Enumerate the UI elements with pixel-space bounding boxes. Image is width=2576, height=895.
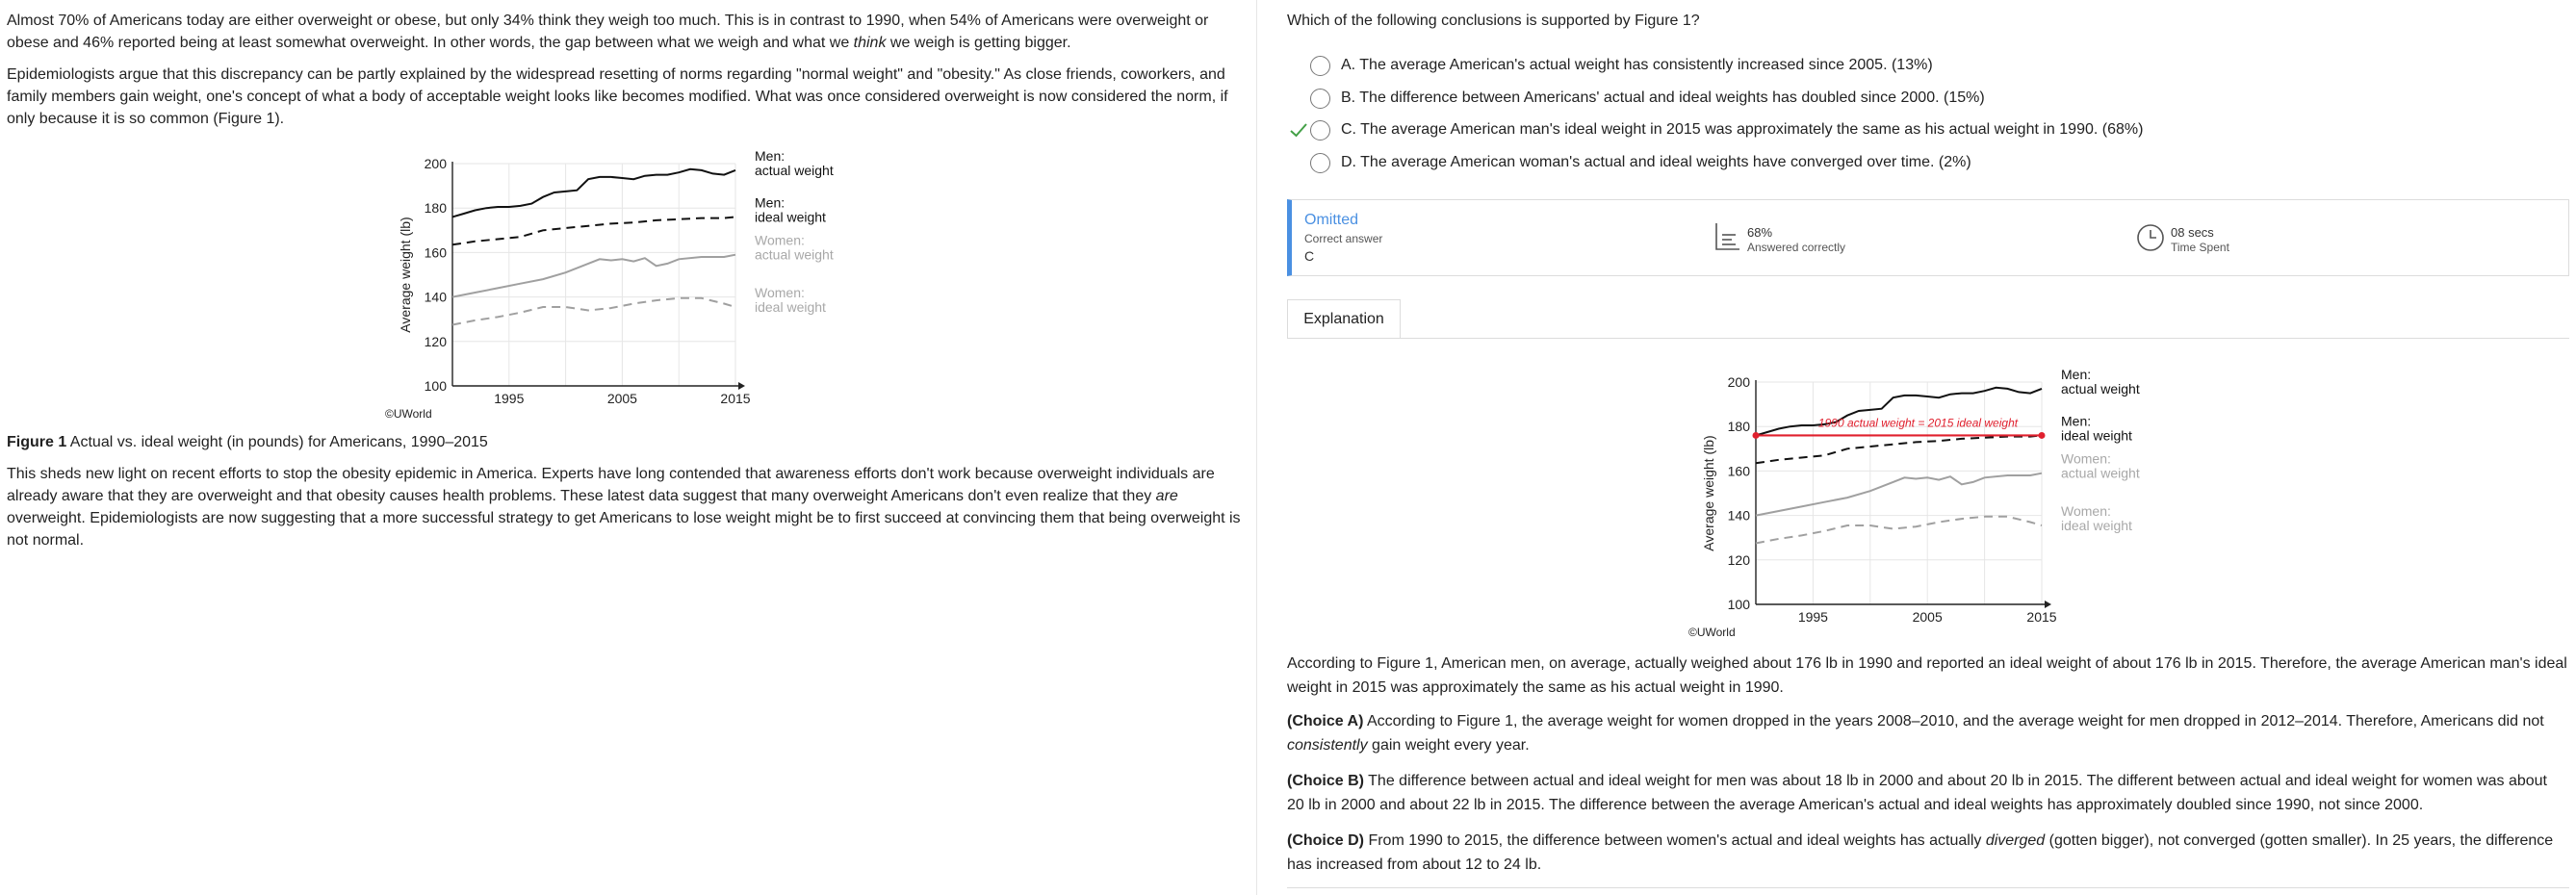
legend-label-3: actual weight (755, 246, 834, 263)
y-tick-label: 180 (424, 200, 447, 217)
figure-caption-text: Actual vs. ideal weight (in pounds) for Americans, 1990–2015 (66, 434, 488, 450)
annotation-point-end (2039, 432, 2046, 439)
y-tick-label: 120 (424, 333, 447, 349)
figure-1-chart (0, 0, 1257, 428)
y-tick-label: 200 (424, 156, 447, 171)
chart-credit: ©UWorld (1688, 626, 1736, 639)
y-tick-label: 140 (1727, 507, 1750, 524)
legend-label-4: ideal weight (755, 298, 826, 315)
time-spent: 08 secs (2171, 225, 2214, 240)
tab-explanation[interactable]: Explanation (1287, 299, 1401, 339)
legend-label-2: Men: (755, 194, 786, 211)
choice-b-text: B. The difference between Americans' actual and ideal weights has doubled since 2000. (15%) (1341, 90, 1985, 106)
y-tick-label: 120 (1727, 551, 1750, 568)
choice-c[interactable] (1310, 117, 2143, 142)
legend-label-3: Women: (755, 232, 805, 248)
explanation-paragraph-1: According to Figure 1, American men, on average, actually weighed about 176 lb in 1990 and reported an ideal weight of about 176 lb in 2015. Therefore, the average American man's ideal weight in 2015 was approximately the same as his actual weight in 1990. (1287, 655, 2567, 696)
y-axis-label: Average weight (lb) (398, 217, 413, 333)
time-spent-label: Time Spent (2171, 241, 2229, 254)
y-tick-label: 100 (424, 378, 447, 394)
series-line-3 (452, 255, 735, 297)
passage-paragraph-2: Epidemiologists argue that this discrepancy can be partly explained by the widespread resetting of norms regarding "normal weight" and "obesity." As close friends, coworkers, and family members gain weight, one's concept of what a body of acceptable weight looks like becomes modified. What was once considered overweight is now considered the norm, if only because it is so common (Figure 1). (7, 66, 1228, 127)
choice-b-radio[interactable] (1310, 89, 1330, 109)
legend-label-1: Men: (755, 147, 786, 164)
legend-label-2: ideal weight (755, 209, 826, 225)
series-line-4 (452, 298, 735, 325)
passage-pane (0, 0, 1257, 895)
correct-answer-letter: C (1304, 248, 1315, 264)
annotation-label: 1990 actual weight = 2015 ideal weight (1817, 416, 2019, 430)
percent-correct-label: Answered correctly (1747, 241, 1846, 254)
figure-label: Figure 1 (7, 434, 67, 450)
x-tick-label: 1995 (1797, 609, 1828, 625)
explanation-figure-chart (1258, 339, 2576, 647)
choice-d-radio[interactable] (1310, 153, 1330, 173)
legend-label-4: ideal weight (2061, 517, 2132, 533)
check-icon (1289, 120, 1308, 140)
percent-correct: 68% (1747, 225, 1773, 240)
x-tick-label: 2005 (1912, 609, 1943, 625)
y-tick-label: 160 (1727, 463, 1750, 479)
series-line-4 (1756, 517, 2042, 544)
status-omitted: Omitted (1304, 212, 1359, 228)
legend-label-4: Women: (2061, 502, 2111, 519)
explanation-choice-d: (Choice D) From 1990 to 2015, the difference between women's actual and ideal weights has actually diverged (gotten bigger), not converged (gotten smaller). In 25 years, the difference has increased from about 12 to 24 lb. (1287, 832, 2554, 873)
legend-label-3: Women: (2061, 450, 2111, 467)
legend-label-1: Men: (2061, 366, 2092, 382)
legend-label-1: actual weight (755, 162, 834, 178)
choice-b[interactable] (1310, 86, 1985, 111)
x-axis-arrow (2045, 601, 2051, 608)
question-stem: Which of the following conclusions is supported by Figure 1? (1287, 13, 1700, 29)
choice-a-text: A. The average American's actual weight has consistently increased since 2005. (13%) (1341, 57, 1933, 73)
x-tick-label: 2005 (606, 391, 637, 406)
x-tick-label: 2015 (2026, 609, 2057, 625)
correct-answer-label: Correct answer (1304, 232, 1383, 245)
x-tick-label: 1995 (494, 391, 525, 406)
legend-label-3: actual weight (2061, 465, 2140, 481)
clock-icon (2136, 223, 2165, 252)
figure-caption (7, 432, 488, 453)
series-line-3 (1756, 473, 2042, 516)
legend-label-2: ideal weight (2061, 427, 2132, 444)
bar-chart-icon (1714, 221, 1741, 252)
y-tick-label: 140 (424, 289, 447, 305)
series-line-2 (1756, 435, 2042, 463)
question-pane (1258, 0, 2576, 895)
y-tick-label: 160 (424, 244, 447, 261)
y-tick-label: 100 (1727, 597, 1750, 612)
y-tick-label: 180 (1727, 419, 1750, 435)
y-tick-label: 200 (1727, 374, 1750, 390)
annotation-point-start (1753, 432, 1760, 439)
passage-paragraph-1: Almost 70% of Americans today are either overweight or obese, but only 34% think they weigh too much. This is in contrast to 1990, when 54% of Americans were overweight or obese and 46% reported being at least somewhat overweight. In other words, the gap between what we weigh and what we think we weigh is getting bigger. (7, 13, 1209, 51)
series-line-1 (452, 169, 735, 217)
choice-a[interactable] (1310, 53, 1933, 78)
chart-credit: ©UWorld (385, 407, 432, 421)
choice-d-text: D. The average American woman's actual and ideal weights have converged over time. (2%) (1341, 154, 1971, 170)
choice-d[interactable] (1310, 150, 1971, 175)
x-tick-label: 2015 (720, 391, 751, 406)
explanation-choice-a: (Choice A) According to Figure 1, the average weight for women dropped in the years 2008–2010, and the average weight for men dropped in 2012–2014. Therefore, Americans did not consistently gain weight every year. (1287, 713, 2544, 754)
legend-label-4: Women: (755, 284, 805, 300)
choice-a-radio[interactable] (1310, 56, 1330, 76)
choice-c-text: C. The average American man's ideal weight in 2015 was approximately the same as his actual weight in 1990. (68%) (1341, 121, 2144, 138)
y-axis-label: Average weight (lb) (1701, 435, 1716, 551)
explanation-choice-b: (Choice B) The difference between actual and ideal weight for men was about 18 lb in 2000 and about 20 lb in 2015. The different between actual and ideal weight for women was about 20 lb in 2000 and about 22 lb in 2015. The difference between the average American's actual and ideal weights has approximately doubled since 1990, not since 2000. (1287, 773, 2547, 813)
series-line-2 (452, 217, 735, 244)
answer-summary-panel (1287, 199, 2569, 276)
x-axis-arrow (738, 382, 745, 390)
passage-paragraph-3: This sheds new light on recent efforts to stop the obesity epidemic in America. Experts have long contended that awareness efforts don't work because overweight individuals are already aware that they are overweight and that obesity causes health problems. These latest data suggest that many overweight Americans don't even realize that they are overweight. Epidemiologists are now suggesting that a more successful strategy to get Americans to lose weight might be to first succeed at convincing them that being overweight is not normal. (7, 466, 1241, 549)
legend-label-2: Men: (2061, 413, 2092, 429)
legend-label-1: actual weight (2061, 380, 2140, 396)
bottom-divider (1287, 887, 2569, 888)
choice-c-radio[interactable] (1310, 120, 1330, 141)
